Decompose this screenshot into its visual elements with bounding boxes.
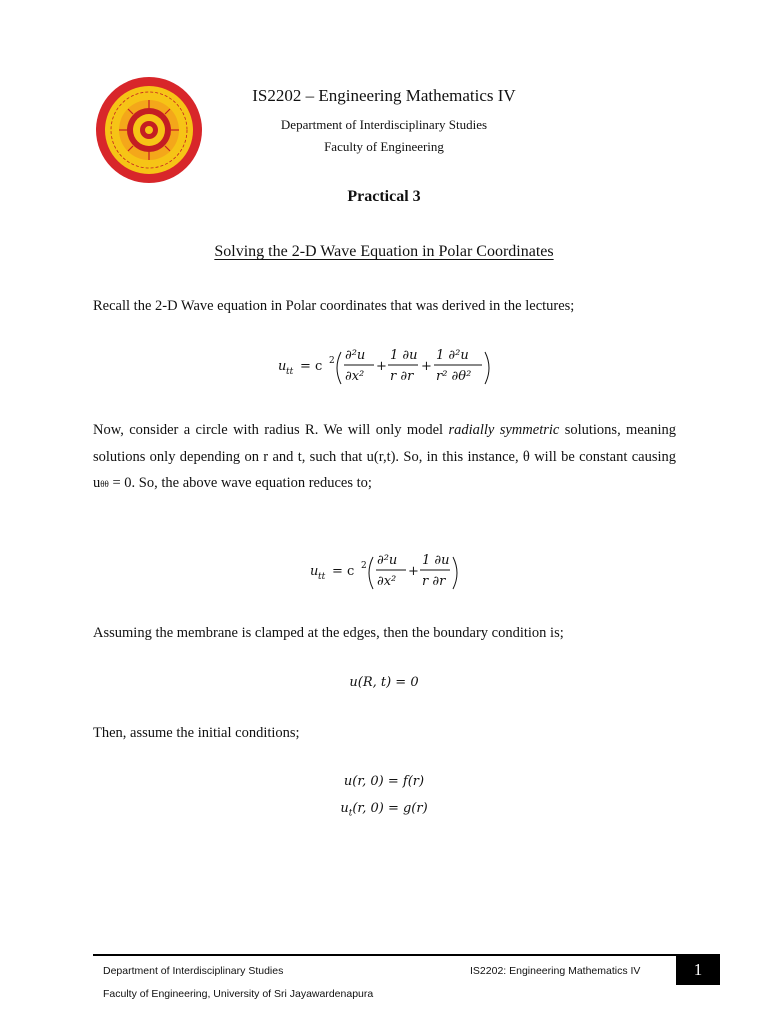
svg-text:r ∂r: r ∂r — [390, 369, 414, 384]
svg-text:1 ∂u: 1 ∂u — [390, 348, 418, 363]
svg-text:+: + — [408, 564, 419, 579]
svg-text:tt: tt — [318, 572, 326, 582]
svg-text:1 ∂²u: 1 ∂²u — [436, 348, 469, 363]
page-number: 1 — [676, 955, 720, 985]
svg-text:+: + — [376, 359, 387, 374]
reduced-wave-equation — [302, 545, 472, 595]
svg-text:∂²u: ∂²u — [345, 348, 366, 363]
footer-divider — [93, 954, 720, 956]
svg-text:+: + — [421, 359, 432, 374]
svg-text:= c: = c — [332, 564, 355, 579]
svg-text:1 ∂u: 1 ∂u — [422, 553, 450, 568]
svg-text:tt: tt — [286, 367, 294, 377]
svg-text:r² ∂θ²: r² ∂θ² — [436, 369, 472, 384]
svg-text:2: 2 — [329, 356, 335, 366]
footer-department: Department of Interdisciplinary Studies — [103, 965, 284, 977]
paragraph-recall: Recall the 2-D Wave equation in Polar coordinates that was derived in the lectures; — [93, 298, 575, 314]
paragraph-radial-symmetry: Now, consider a circle with radius R. We will only model radially symmetric solutions, meaning solutions only depending on r and t, such that u(r,t). So, in this instance, θ will be constant causing uθθ = 0. So, the above wave equation reduces to; — [93, 422, 676, 491]
svg-text:2: 2 — [361, 561, 367, 571]
initial-condition-1: u(r, 0) = f(r) — [343, 774, 425, 789]
paragraph-boundary: Assuming the membrane is clamped at the edges, then the boundary condition is; — [93, 625, 564, 641]
svg-text:∂x²: ∂x² — [377, 574, 397, 589]
svg-text:∂x²: ∂x² — [345, 369, 365, 384]
footer-university: Faculty of Engineering, University of Sri Jayawardenapura — [103, 988, 374, 1000]
document-subtitle: Solving the 2-D Wave Equation in Polar Coordinates — [214, 243, 554, 260]
svg-text:r ∂r: r ∂r — [422, 574, 446, 589]
course-title: IS2202 – Engineering Mathematics IV — [252, 86, 516, 105]
paragraph-initial: Then, assume the initial conditions; — [93, 725, 300, 741]
svg-text:u: u — [278, 359, 287, 374]
practical-heading: Practical 3 — [347, 188, 421, 205]
boundary-condition: u(R, t) = 0 — [349, 675, 419, 690]
wave-equation-polar — [270, 340, 510, 390]
initial-condition-2: $u_t(r$, 0) = g(r) — [340, 801, 428, 819]
faculty-name: Faculty of Engineering — [324, 139, 444, 154]
footer-course: IS2202: Engineering Mathematics IV — [470, 965, 641, 977]
svg-text:u: u — [310, 564, 319, 579]
svg-text:∂²u: ∂²u — [377, 553, 398, 568]
svg-text:= c: = c — [300, 359, 323, 374]
department-name: Department of Interdisciplinary Studies — [280, 117, 488, 132]
